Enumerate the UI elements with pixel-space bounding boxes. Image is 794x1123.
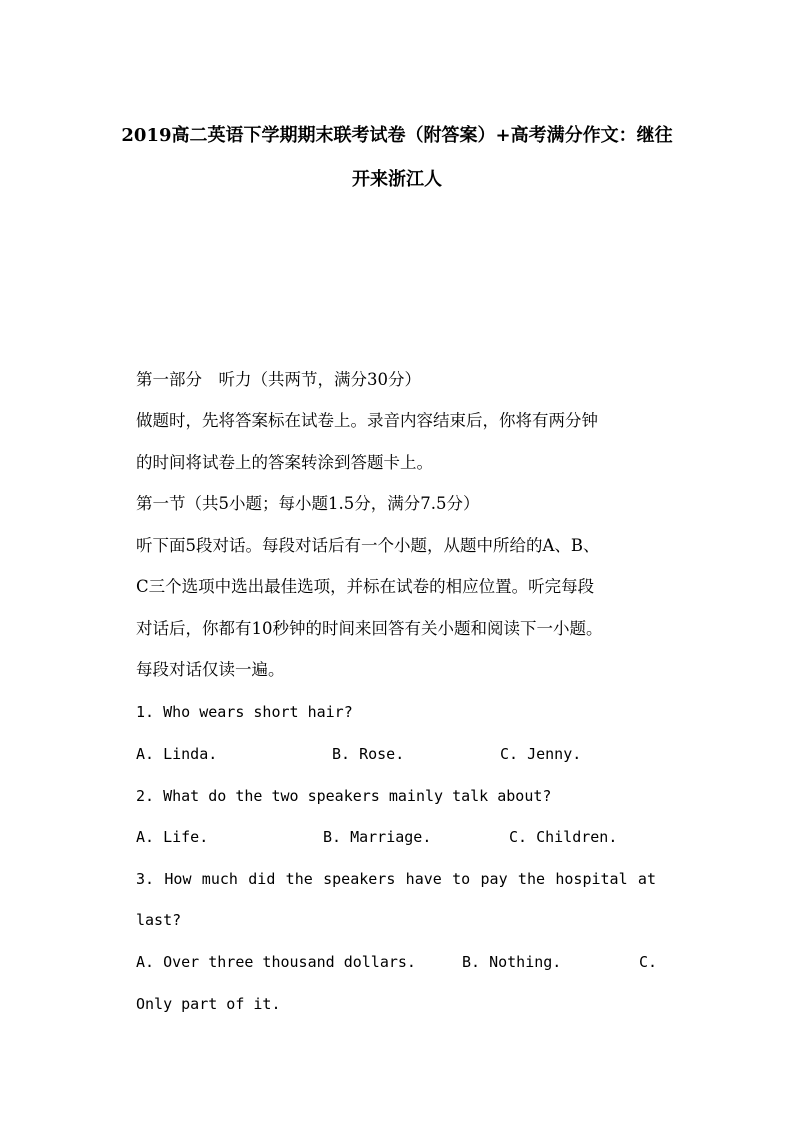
question-2-stem: 2. What do the two speakers mainly talk about? <box>136 787 552 805</box>
question-3-options <box>136 952 656 972</box>
question-3-option-c-text: Only part of it. <box>136 995 281 1013</box>
document-title-line-1: 2019高二英语下学期期末联考试卷（附答案）+高考满分作文：继往 <box>121 125 673 146</box>
question-2-option-a: A. Life. <box>136 828 209 846</box>
directions-line-1: 听下面5段对话。每段对话后有一个小题，从题中所给的A、B、 <box>136 536 600 555</box>
directions-line-3: 对话后，你都有10秒钟的时间来回答有关小题和阅读下一小题。 <box>136 619 603 638</box>
question-3-option-c-label: C. <box>639 953 658 971</box>
question-2-options <box>136 827 656 847</box>
question-1-options <box>136 744 656 764</box>
question-3-option-b: B. Nothing. <box>462 953 562 971</box>
document-title-line-2: 开来浙江人 <box>352 169 442 190</box>
question-2-option-b: B. Marriage. <box>323 828 432 846</box>
directions-line-4: 每段对话仅读一遍。 <box>136 660 285 679</box>
question-2-option-c: C. Children. <box>509 828 618 846</box>
question-1-stem: 1. Who wears short hair? <box>136 703 353 721</box>
section1-heading: 第一节（共5小题；每小题1.5分，满分7.5分） <box>136 494 480 513</box>
question-1-option-a: A. Linda. <box>136 745 218 763</box>
question-1-option-c: C. Jenny. <box>500 745 582 763</box>
instruction-line-1: 做题时，先将答案标在试卷上。录音内容结束后，你将有两分钟 <box>136 411 598 430</box>
part1-heading: 第一部分 听力（共两节，满分30分） <box>136 370 421 389</box>
question-3-stem-line-1: 3. How much did the speakers have to pay the hospital at <box>136 870 656 888</box>
question-3-option-a: A. Over three thousand dollars. <box>136 953 416 971</box>
directions-line-2: C三个选项中选出最佳选项，并标在试卷的相应位置。听完每段 <box>136 577 595 596</box>
instruction-line-2: 的时间将试卷上的答案转涂到答题卡上。 <box>136 453 433 472</box>
question-3-stem-line-2: last? <box>136 911 182 929</box>
question-1-option-b: B. Rose. <box>332 745 405 763</box>
